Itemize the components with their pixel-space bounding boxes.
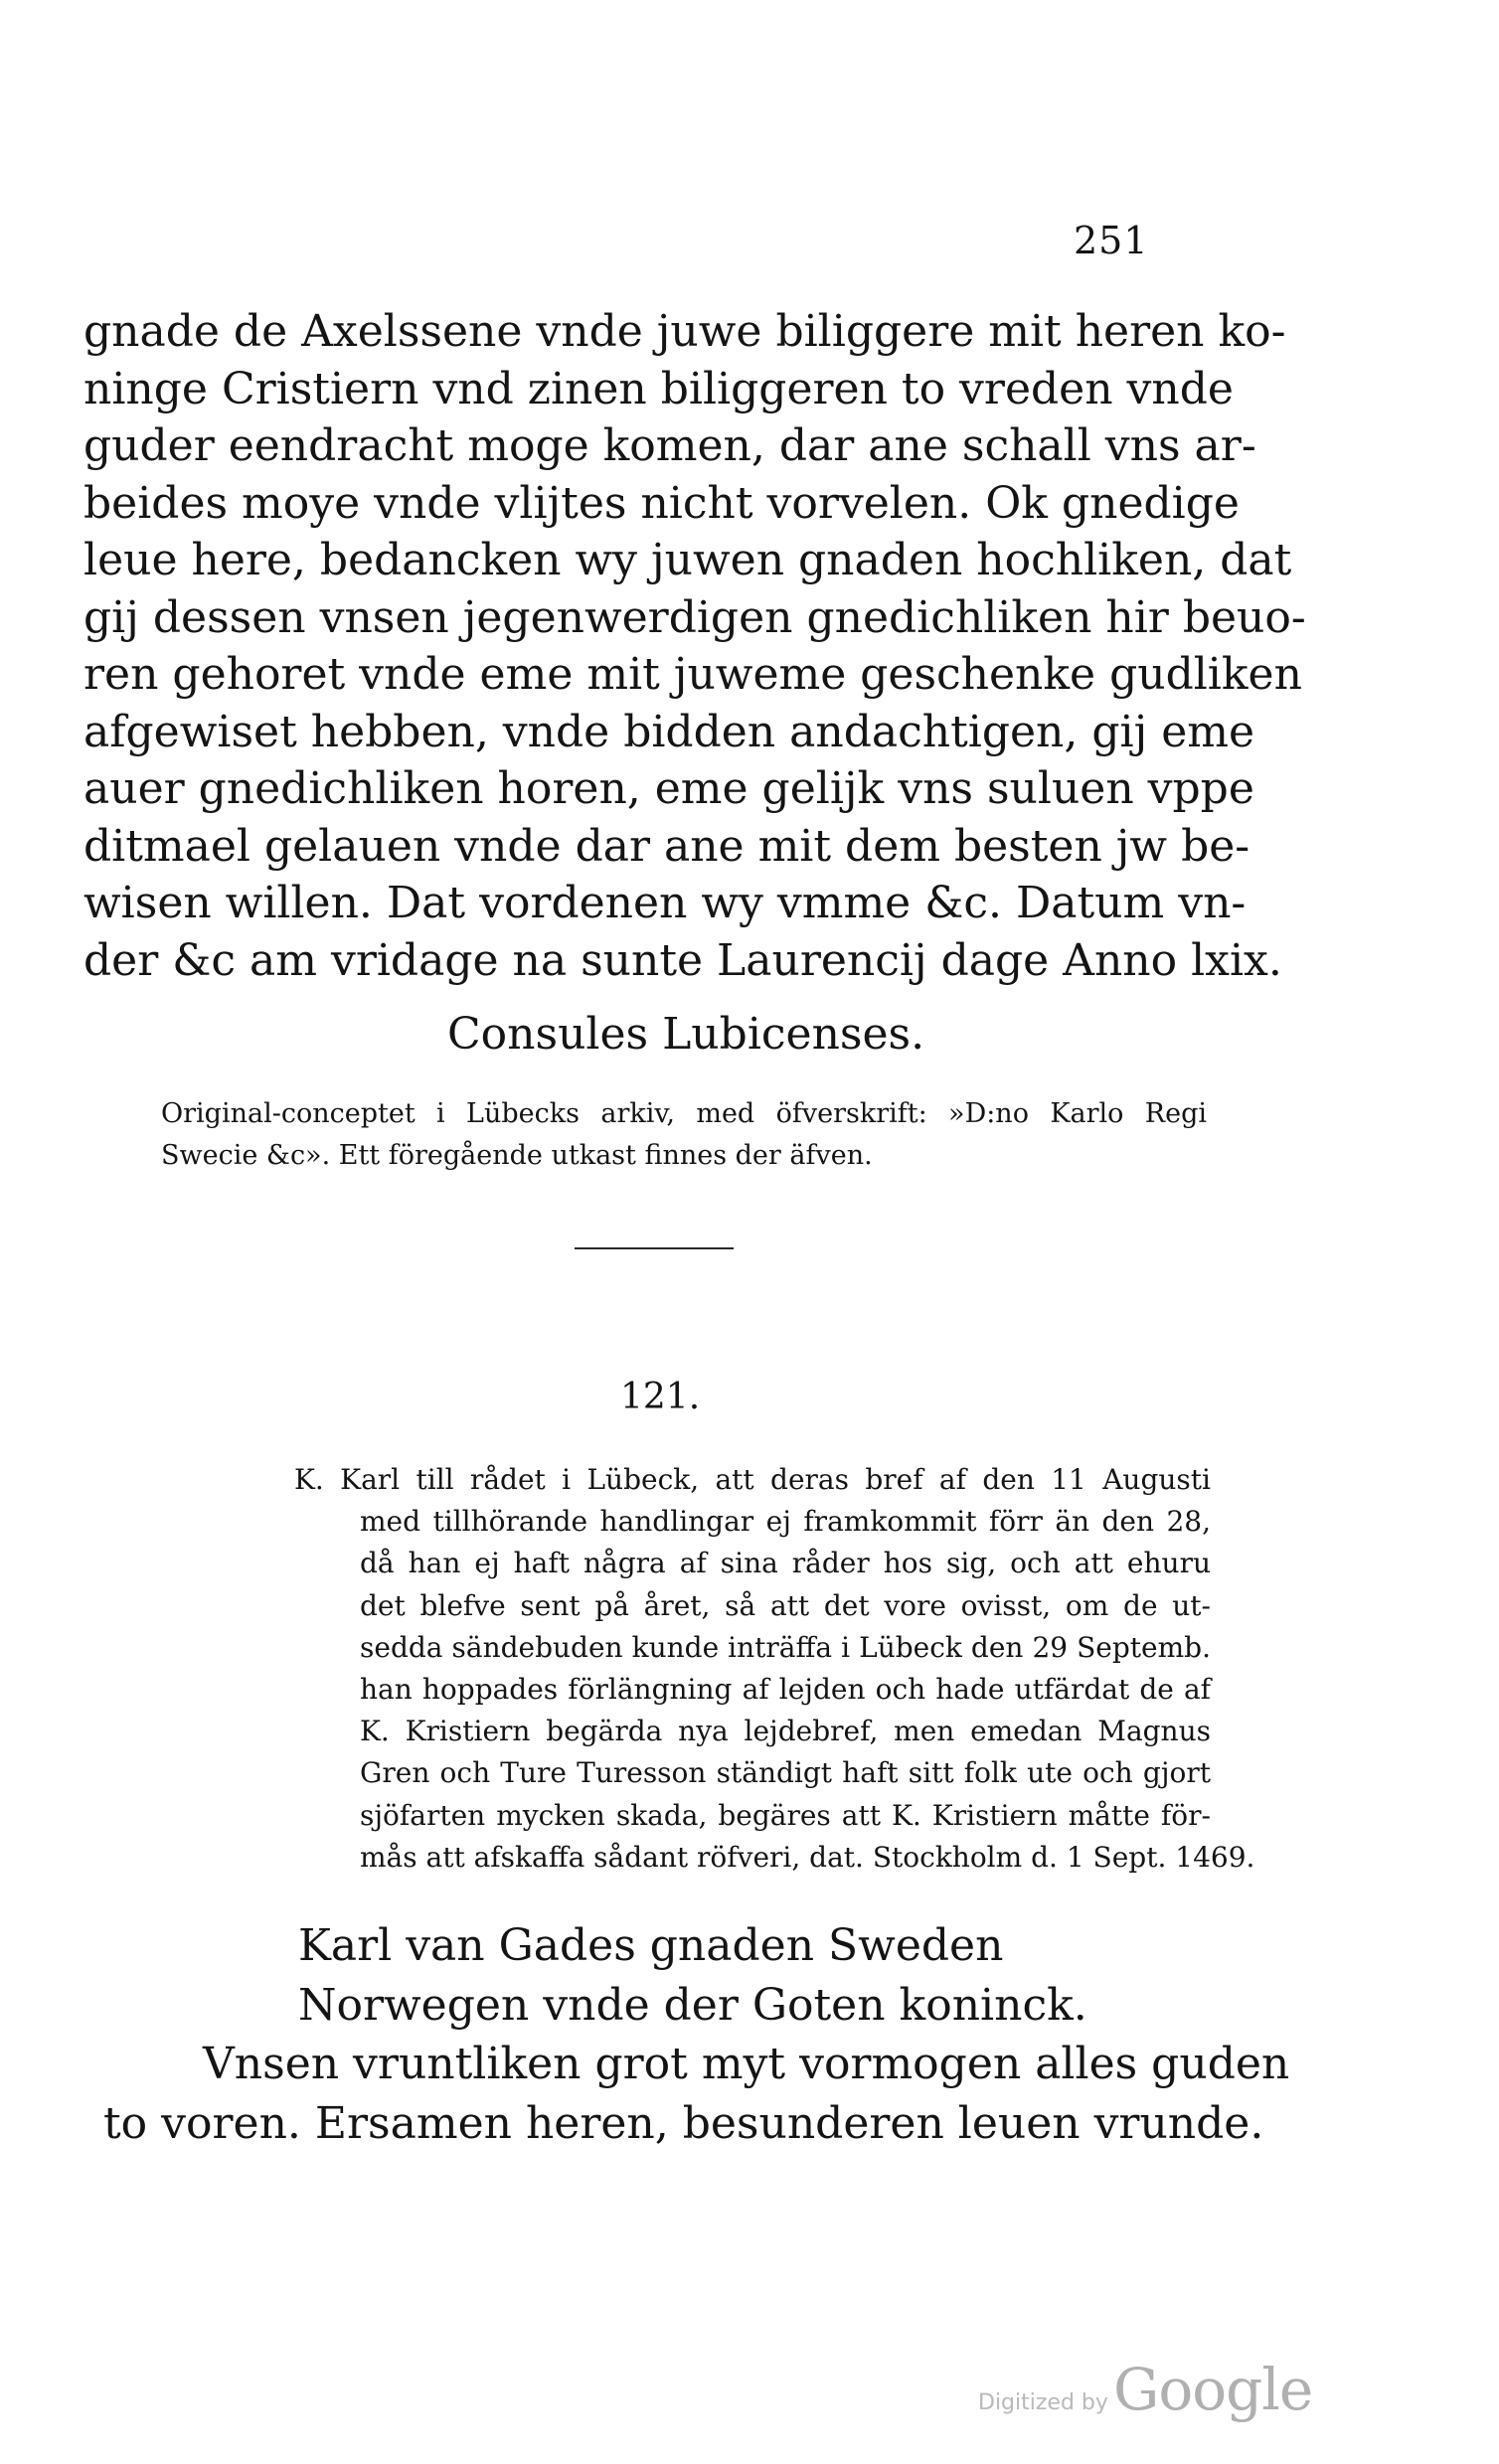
document-summary	[294, 1459, 1255, 1879]
letter-header	[298, 1916, 1087, 2036]
text-line: guder eendracht moge komen, dar ane schall vns ar-	[83, 420, 1256, 471]
letter-header-line: Karl van Gades gnaden Sweden	[298, 1920, 1004, 1971]
summary-line: mås att afskaffa sådant röfveri, dat. Stockholm d. 1 Sept. 1469.	[360, 1840, 1255, 1874]
summary-line: med tillhörande handlingar ej framkommit förr än den 28,	[360, 1505, 1211, 1539]
text-line: afgewiset hebben, vnde bidden andachtigen, gij eme	[83, 706, 1255, 757]
section-divider	[575, 1247, 734, 1249]
summary-line: Gren och Ture Turesson ständigt haft sitt folk ute och gjort	[360, 1756, 1211, 1790]
text-line: gij dessen vnsen jegenwerdigen gnedichliken hir beuo-	[83, 591, 1306, 643]
letter-body-line: to voren. Ersamen heren, besunderen leuen vrunde.	[103, 2098, 1264, 2149]
google-logo: Google	[1113, 2356, 1313, 2423]
text-line: ren gehoret vnde eme mit juweme geschenke gudliken	[83, 649, 1302, 700]
digitized-by-watermark	[978, 2356, 1312, 2423]
text-line: gnade de Axelssene vnde juwe biliggere mit heren ko-	[83, 306, 1286, 357]
note-line: Swecie &c». Ett föregående utkast finnes der äfven.	[161, 1140, 873, 1171]
text-line: ditmael gelauen vnde dar ane mit dem besten jw be-	[83, 820, 1250, 872]
note-line: Original-conceptet i Lübecks arkiv, med öfverskrift: »D:no Karlo Regi	[161, 1098, 1207, 1129]
document-number: 121.	[620, 1377, 701, 1417]
text-line: wisen willen. Dat vordenen wy vmme &c. Datum vn-	[83, 878, 1247, 928]
page-number: 251	[1074, 219, 1149, 262]
text-line: der &c am vridage na sunte Laurencij dage Anno lxix.	[83, 934, 1282, 986]
source-note	[161, 1093, 1207, 1177]
letter-header-line: Norwegen vnde der Goten koninck.	[298, 1980, 1087, 2031]
watermark-prefix: Digitized by	[978, 2390, 1108, 2415]
summary-line: då han ej haft några af sina råder hos sig, och att ehuru	[360, 1547, 1211, 1580]
letter-body-line: Vnsen vruntliken grot myt vormogen alles guden	[203, 2039, 1290, 2089]
text-line: beides moye vnde vlijtes nicht vorvelen. Ok gnedige	[83, 477, 1240, 529]
summary-line: han hoppades förlängning af lejden och hade utfärdat de af	[360, 1673, 1211, 1707]
letter-body	[103, 2035, 1290, 2154]
summary-line: sedda sändebuden kunde inträffa i Lübeck den 29 Septemb.	[360, 1630, 1211, 1664]
summary-line: K. Kristiern begärda nya lejdebref, men emedan Magnus	[360, 1715, 1211, 1748]
summary-line: K. Karl till rådet i Lübeck, att deras bref af den 11 Augusti	[294, 1463, 1211, 1496]
text-line: auer gnedichliken horen, eme gelijk vns suluen vppe	[83, 763, 1254, 814]
signature-line: Consules Lubicenses.	[447, 1009, 925, 1060]
main-text-block	[83, 303, 1306, 989]
text-line: ninge Cristiern vnd zinen biliggeren to vreden vnde	[83, 363, 1234, 414]
summary-line: det blefve sent på året, så att det vore ovisst, om de ut-	[360, 1588, 1211, 1622]
text-line: leue here, bedancken wy juwen gnaden hochliken, dat	[83, 535, 1292, 585]
summary-line: sjöfarten mycken skada, begäres att K. Kristiern måtte för-	[360, 1798, 1211, 1832]
